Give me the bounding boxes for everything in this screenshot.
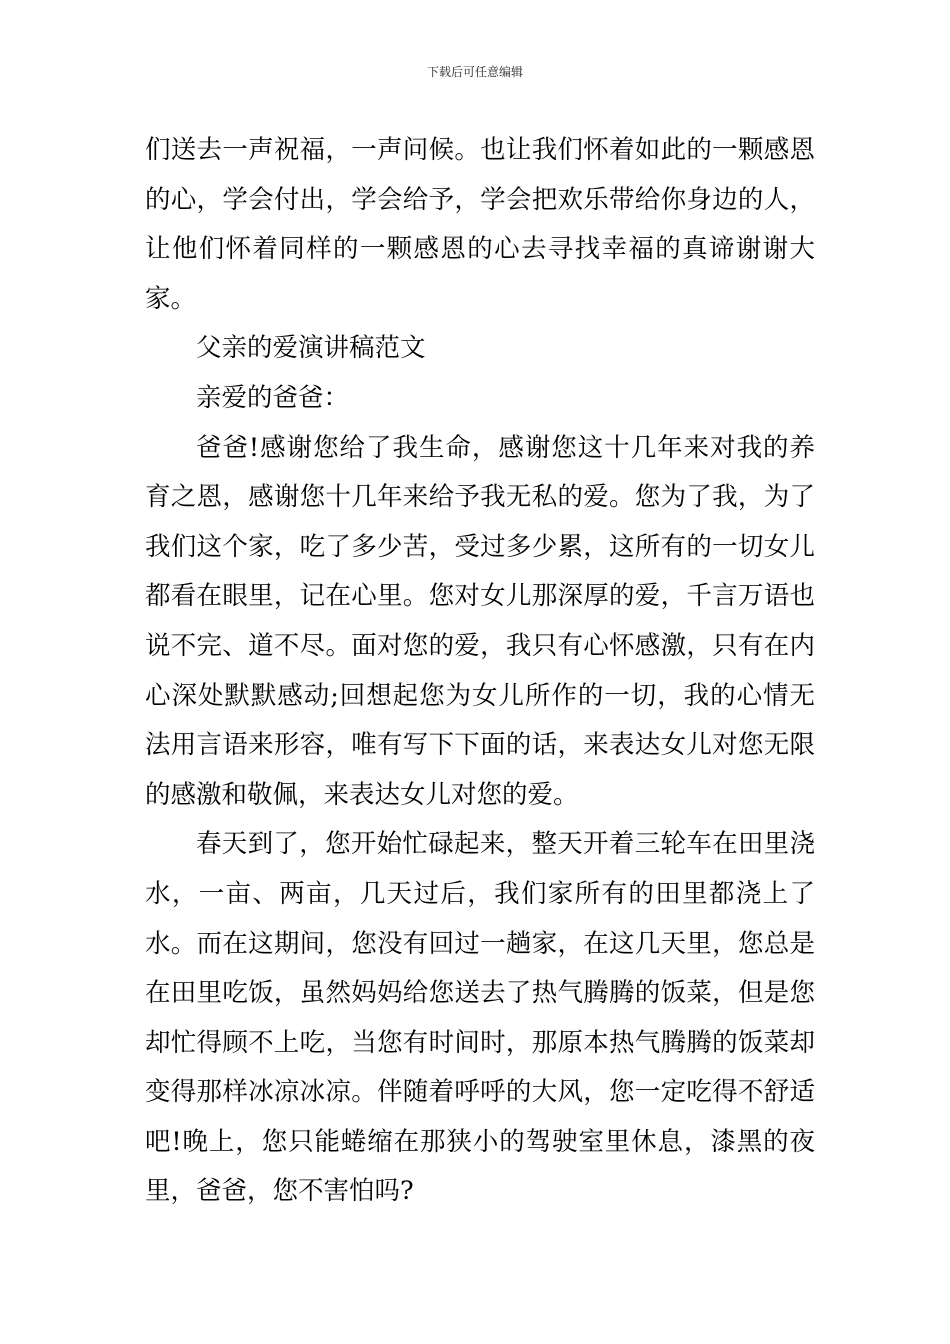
paragraph-continuation: 们送去一声祝福，一声问候。也让我们怀着如此的一颗感恩的心，学会付出，学会给予，学会把欢乐带给你身边的人，让他们怀着同样的一颗感恩的心去寻找幸福的真谛谢谢大家。: [145, 135, 815, 314]
salutation: 亲爱的爸爸：: [196, 382, 350, 413]
page-header: 下载后可任意编辑: [426, 65, 523, 79]
document-body: [145, 126, 815, 1217]
paragraph: 爸爸!感谢您给了我生命，感谢您这十几年来对我的养育之恩，感谢您十几年来给予我无私的爱。您为了我，为了我们这个家，吃了多少苦，受过多少累，这所有的一切女儿都看在眼里，记在心里。您对女儿那深厚的爱，千言万语也说不完、道不尽。面对您的爱，我只有心怀感激，只有在内心深处默默感动;回想起您为女儿所作的一切，我的心情无法用言语来形容，唯有写下下面的话，来表达女儿对您无限的感激和敬佩，来表达女儿对您的爱。: [145, 432, 815, 810]
section-title: 父亲的爱演讲稿范文: [196, 333, 426, 364]
paragraph: 春天到了，您开始忙碌起来，整天开着三轮车在田里浇水，一亩、两亩，几天过后，我们家所有的田里都浇上了水。而在这期间，您没有回过一趟家，在这几天里，您总是在田里吃饭，虽然妈妈给您送去了热气腾腾的饭菜，但是您却忙得顾不上吃，当您有时间时，那原本热气腾腾的饭菜却变得那样冰凉冰凉。伴随着呼呼的大风，您一定吃得不舒适吧!晚上，您只能蜷缩在那狭小的驾驶室里休息，漆黑的夜里，爸爸，您不害怕吗?: [145, 829, 815, 1207]
